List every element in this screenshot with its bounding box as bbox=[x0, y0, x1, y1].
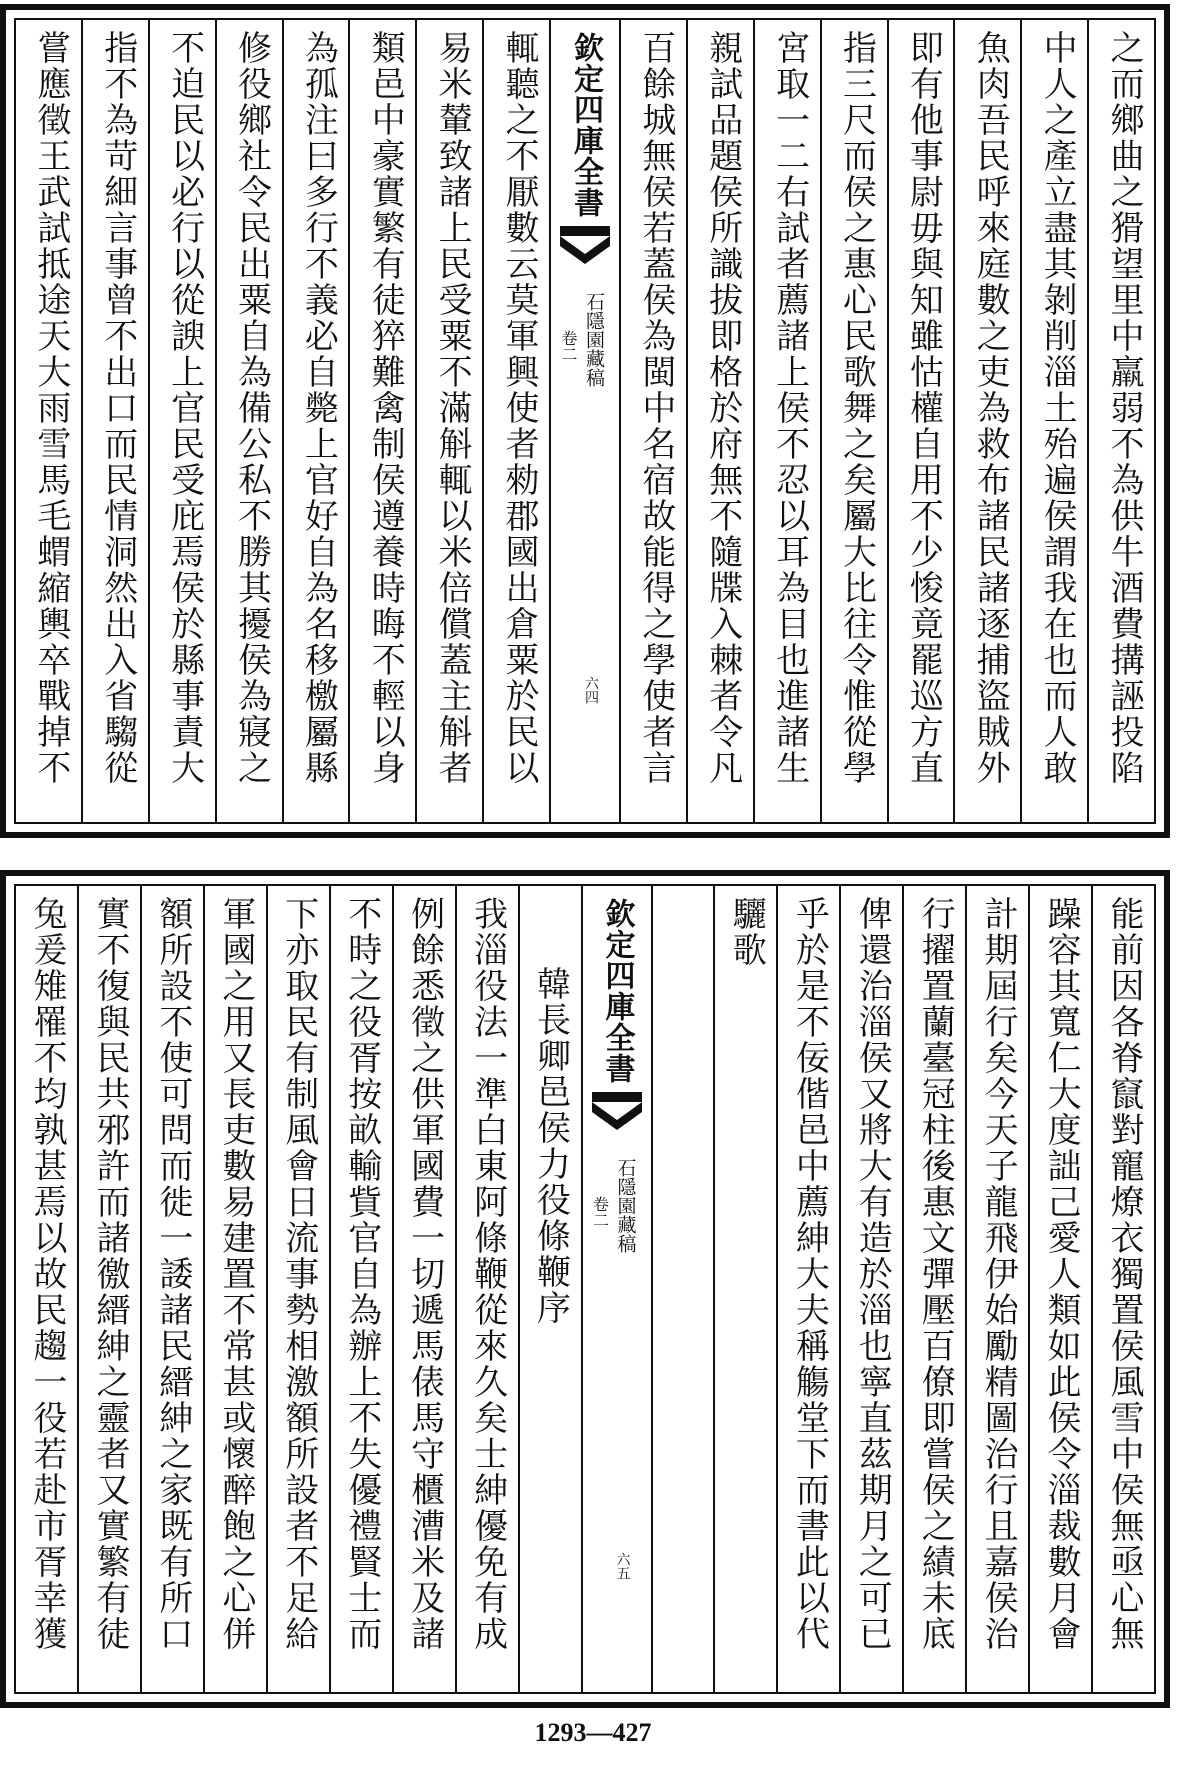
text-column: 即有他事尉毋與知雖怙權自用不少悛竟罷巡方直 bbox=[887, 20, 954, 822]
text-column: 不時之役胥按畝輸貲官自為辦上不失優禮賢士而 bbox=[329, 886, 392, 1692]
text-column: 額所設不使可問而徙一諉諸民縉紳之家既有所口 bbox=[140, 886, 203, 1692]
text-column: 能前因各脊竄對寵燎衣獨置侯風雪中侯無亟心無 bbox=[1091, 886, 1154, 1692]
text-column: 指三尺而侯之惠心民歌舞之矣屬大比往令惟從學 bbox=[820, 20, 887, 822]
fish-tail-mark-icon bbox=[590, 1090, 644, 1150]
folio-number: 六四 bbox=[583, 676, 599, 704]
bottom-page bbox=[0, 870, 1170, 1708]
text-column: 為孤注曰多行不義必自斃上官好自為名移檄屬縣 bbox=[282, 20, 349, 822]
text-column: 實不復與民共邪許而諸徼縉紳之靈者又實繁有徒 bbox=[77, 886, 140, 1692]
section-title: 韓長卿邑侯力役條鞭序 bbox=[518, 886, 581, 1692]
text-column: 中人之產立盡其剝削淄土殆遍侯謂我在也而人敢 bbox=[1020, 20, 1087, 822]
series-title: 欽定四庫全書 bbox=[599, 898, 635, 1084]
blank-column bbox=[651, 886, 714, 1692]
bottom-page-frame bbox=[14, 884, 1156, 1694]
top-page bbox=[0, 4, 1170, 838]
text-column: 宮取一二右試者薦諸上侯不忍以耳為目也進諸生 bbox=[753, 20, 820, 822]
fish-tail-mark-icon bbox=[558, 224, 612, 284]
juan-label: 卷二 bbox=[590, 1196, 610, 1228]
text-column: 兔爰雉罹不均孰甚焉以故民趨一役若赴市胥幸獲 bbox=[27, 896, 67, 1652]
text-column: 易米輦致諸上民受粟不滿斛輒以米倍償蓋主斛者 bbox=[415, 20, 482, 822]
text-column: 百餘城無侯若蓋侯為閩中名宿故能得之學使者言 bbox=[619, 20, 686, 822]
text-column: 修役鄉社令民出粟自為備公私不勝其擾侯為寢之 bbox=[215, 20, 282, 822]
book-name: 石隱園藏稿 bbox=[614, 1158, 637, 1253]
text-column: 我淄役法一準白東阿條鞭從來久矣士紳優免有成 bbox=[455, 886, 518, 1692]
text-column: 例餘悉徵之供軍國費一切遞馬俵馬守櫃漕米及諸 bbox=[392, 886, 455, 1692]
book-name: 石隱園藏稿 bbox=[583, 292, 605, 387]
text-column: 計期屆行矣今天子龍飛伊始勵精圖治行且嘉侯治 bbox=[965, 886, 1028, 1692]
center-fold bbox=[549, 20, 619, 822]
text-column: 親試品題侯所識拔即格於府無不隨牒入棘者令凡 bbox=[686, 20, 753, 822]
folio-number: 六五 bbox=[614, 1552, 631, 1580]
text-column: 類邑中豪實繁有徒猝難禽制侯遵養時晦不輕以身 bbox=[348, 20, 415, 822]
juan-label: 卷二 bbox=[559, 330, 578, 362]
text-column: 躁容其寬仁大度詘己愛人類如此侯令淄裁數月會 bbox=[1028, 886, 1091, 1692]
top-page-frame bbox=[14, 18, 1156, 824]
text-column: 之而鄉曲之猾望里中羸弱不為供牛酒費搆誣投陷 bbox=[1087, 20, 1154, 822]
text-column: 不迫民以必行以從諛上官民受庇焉侯於縣事責大 bbox=[148, 20, 215, 822]
text-column: 指不為苛細言事曾不出口而民情洞然出入省騶從 bbox=[81, 20, 148, 822]
text-column: 乎於是不佞偕邑中薦紳大夫稱觴堂下而書此以代 bbox=[776, 886, 839, 1692]
series-title: 欽定四庫全書 bbox=[568, 32, 603, 218]
text-column: 俾還治淄侯又將大有造於淄也寧直茲期月之可已 bbox=[839, 886, 902, 1692]
page-number: 1293—427 bbox=[534, 1718, 652, 1747]
text-column: 輒聽之不厭數云莫軍興使者勑郡國出倉粟於民以 bbox=[482, 20, 549, 822]
center-fold bbox=[581, 886, 651, 1692]
text-column: 行擢置蘭臺冠柱後惠文彈壓百僚即嘗侯之績未底 bbox=[902, 886, 965, 1692]
text-column: 魚肉吾民呼來庭數之吏為救布諸民諸逐捕盜賊外 bbox=[953, 20, 1020, 822]
text-column: 嘗應徵王武試抵途天大雨雪馬毛蝟縮輿卒戰掉不 bbox=[30, 30, 71, 786]
text-column: 軍國之用又長吏數易建置不常甚或懷醉飽之心併 bbox=[203, 886, 266, 1692]
text-column: 下亦取民有制風會日流事勢相激額所設者不足給 bbox=[266, 886, 329, 1692]
text-column: 驪歌 bbox=[713, 886, 776, 1692]
